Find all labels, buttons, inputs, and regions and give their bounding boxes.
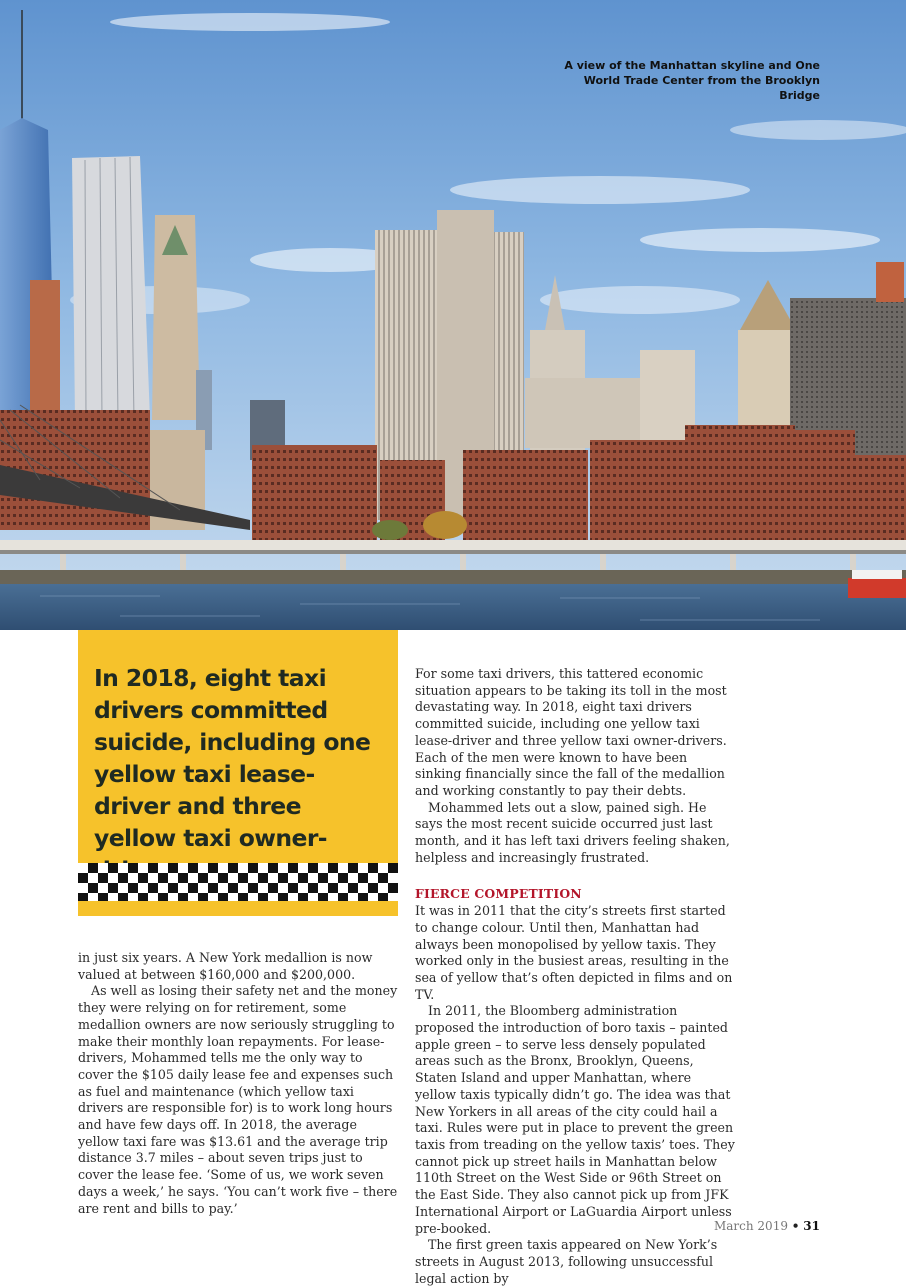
photo-caption: A view of the Manhattan skyline and One World Trade Center from the Brooklyn Bridge (564, 59, 820, 102)
page-number: 31 (803, 1219, 820, 1233)
section-subheading: FIERCE COMPETITION (415, 886, 582, 902)
article-column-left (78, 950, 398, 1217)
pull-quote-box (78, 630, 398, 916)
paragraph: The first green taxis appeared on New York’s streets in August 2013, following unsuccessful legal action by (415, 1237, 718, 1286)
paragraph: In 2011, the Bloomberg administration proposed the introduction of boro taxis – painted apple green – to serve less densely populated areas such as the Bronx, Brooklyn, Queens, Staten Island and upper Manhattan, where yellow taxis typically didn’t go. The idea was that New Yorkers in all areas of the city could hail a taxi. Rules were put in place to prevent the green taxis from treading on the yellow taxis’ toes. They cannot pick up street hails in Manhattan below 110th Street on the West Side or 96th Street on the East Side. They also cannot pick up from JFK International Airport or LaGuardia Airport unless pre-booked. (415, 1003, 735, 1236)
pull-quote-text: In 2018, eight taxi drivers committed suicide, including one yellow taxi lease-driver and three yellow taxi owner- (94, 664, 371, 852)
checkerboard-taxi-stripe (78, 863, 398, 901)
paragraph: For some taxi drivers, this tattered economic situation appears to be taking its toll in the most devastating way. In 2018, eight taxi drivers committed suicide, including one yellow taxi lease-driver and three yellow taxi owner-drivers. Each of the men were known to have been sinking financially since the fall of the medallion and working constantly to pay their debts. (415, 666, 727, 798)
folio-separator: • (791, 1219, 800, 1233)
issue-date: March 2019 (713, 1219, 788, 1233)
skyline-photo (0, 0, 906, 630)
paragraph: It was in 2011 that the city’s streets first started to change colour. Until then, Manhattan had always been monopolised by yellow taxis. They worked only in the busiest areas, resulting in the sea of yellow that’s often depicted in films and on TV. (415, 903, 733, 1002)
paragraph: Mohammed lets out a slow, pained sigh. He says the most recent suicide occurred just last month, and it has left taxi drivers feeling shaken, helpless and increasingly frustrated. (415, 799, 730, 865)
paragraph: in just six years. A New York medallion is now valued at between $160,000 and $200,000. (78, 950, 373, 982)
page-footer (714, 1219, 820, 1233)
paragraph: As well as losing their safety net and the money they were relying on for retirement, some medallion owners are now seriously struggling to make their monthly loan repayments. For lease-drivers, Mohammed tells me the only way to cover the $105 daily lease fee and expenses such as fuel and maintenance (which yellow taxi drivers are responsible for) is to work long hours and have few days off. In 2018, the average yellow taxi fare was $13.61 and the average trip distance 3.7 miles – about seven trips just to cover the lease fee. ‘Some of us, we work seven days a week,’ he says. ‘You can’t work five – there are rent and bills to pay.’ (78, 983, 398, 1216)
article-column-right (415, 666, 735, 1287)
